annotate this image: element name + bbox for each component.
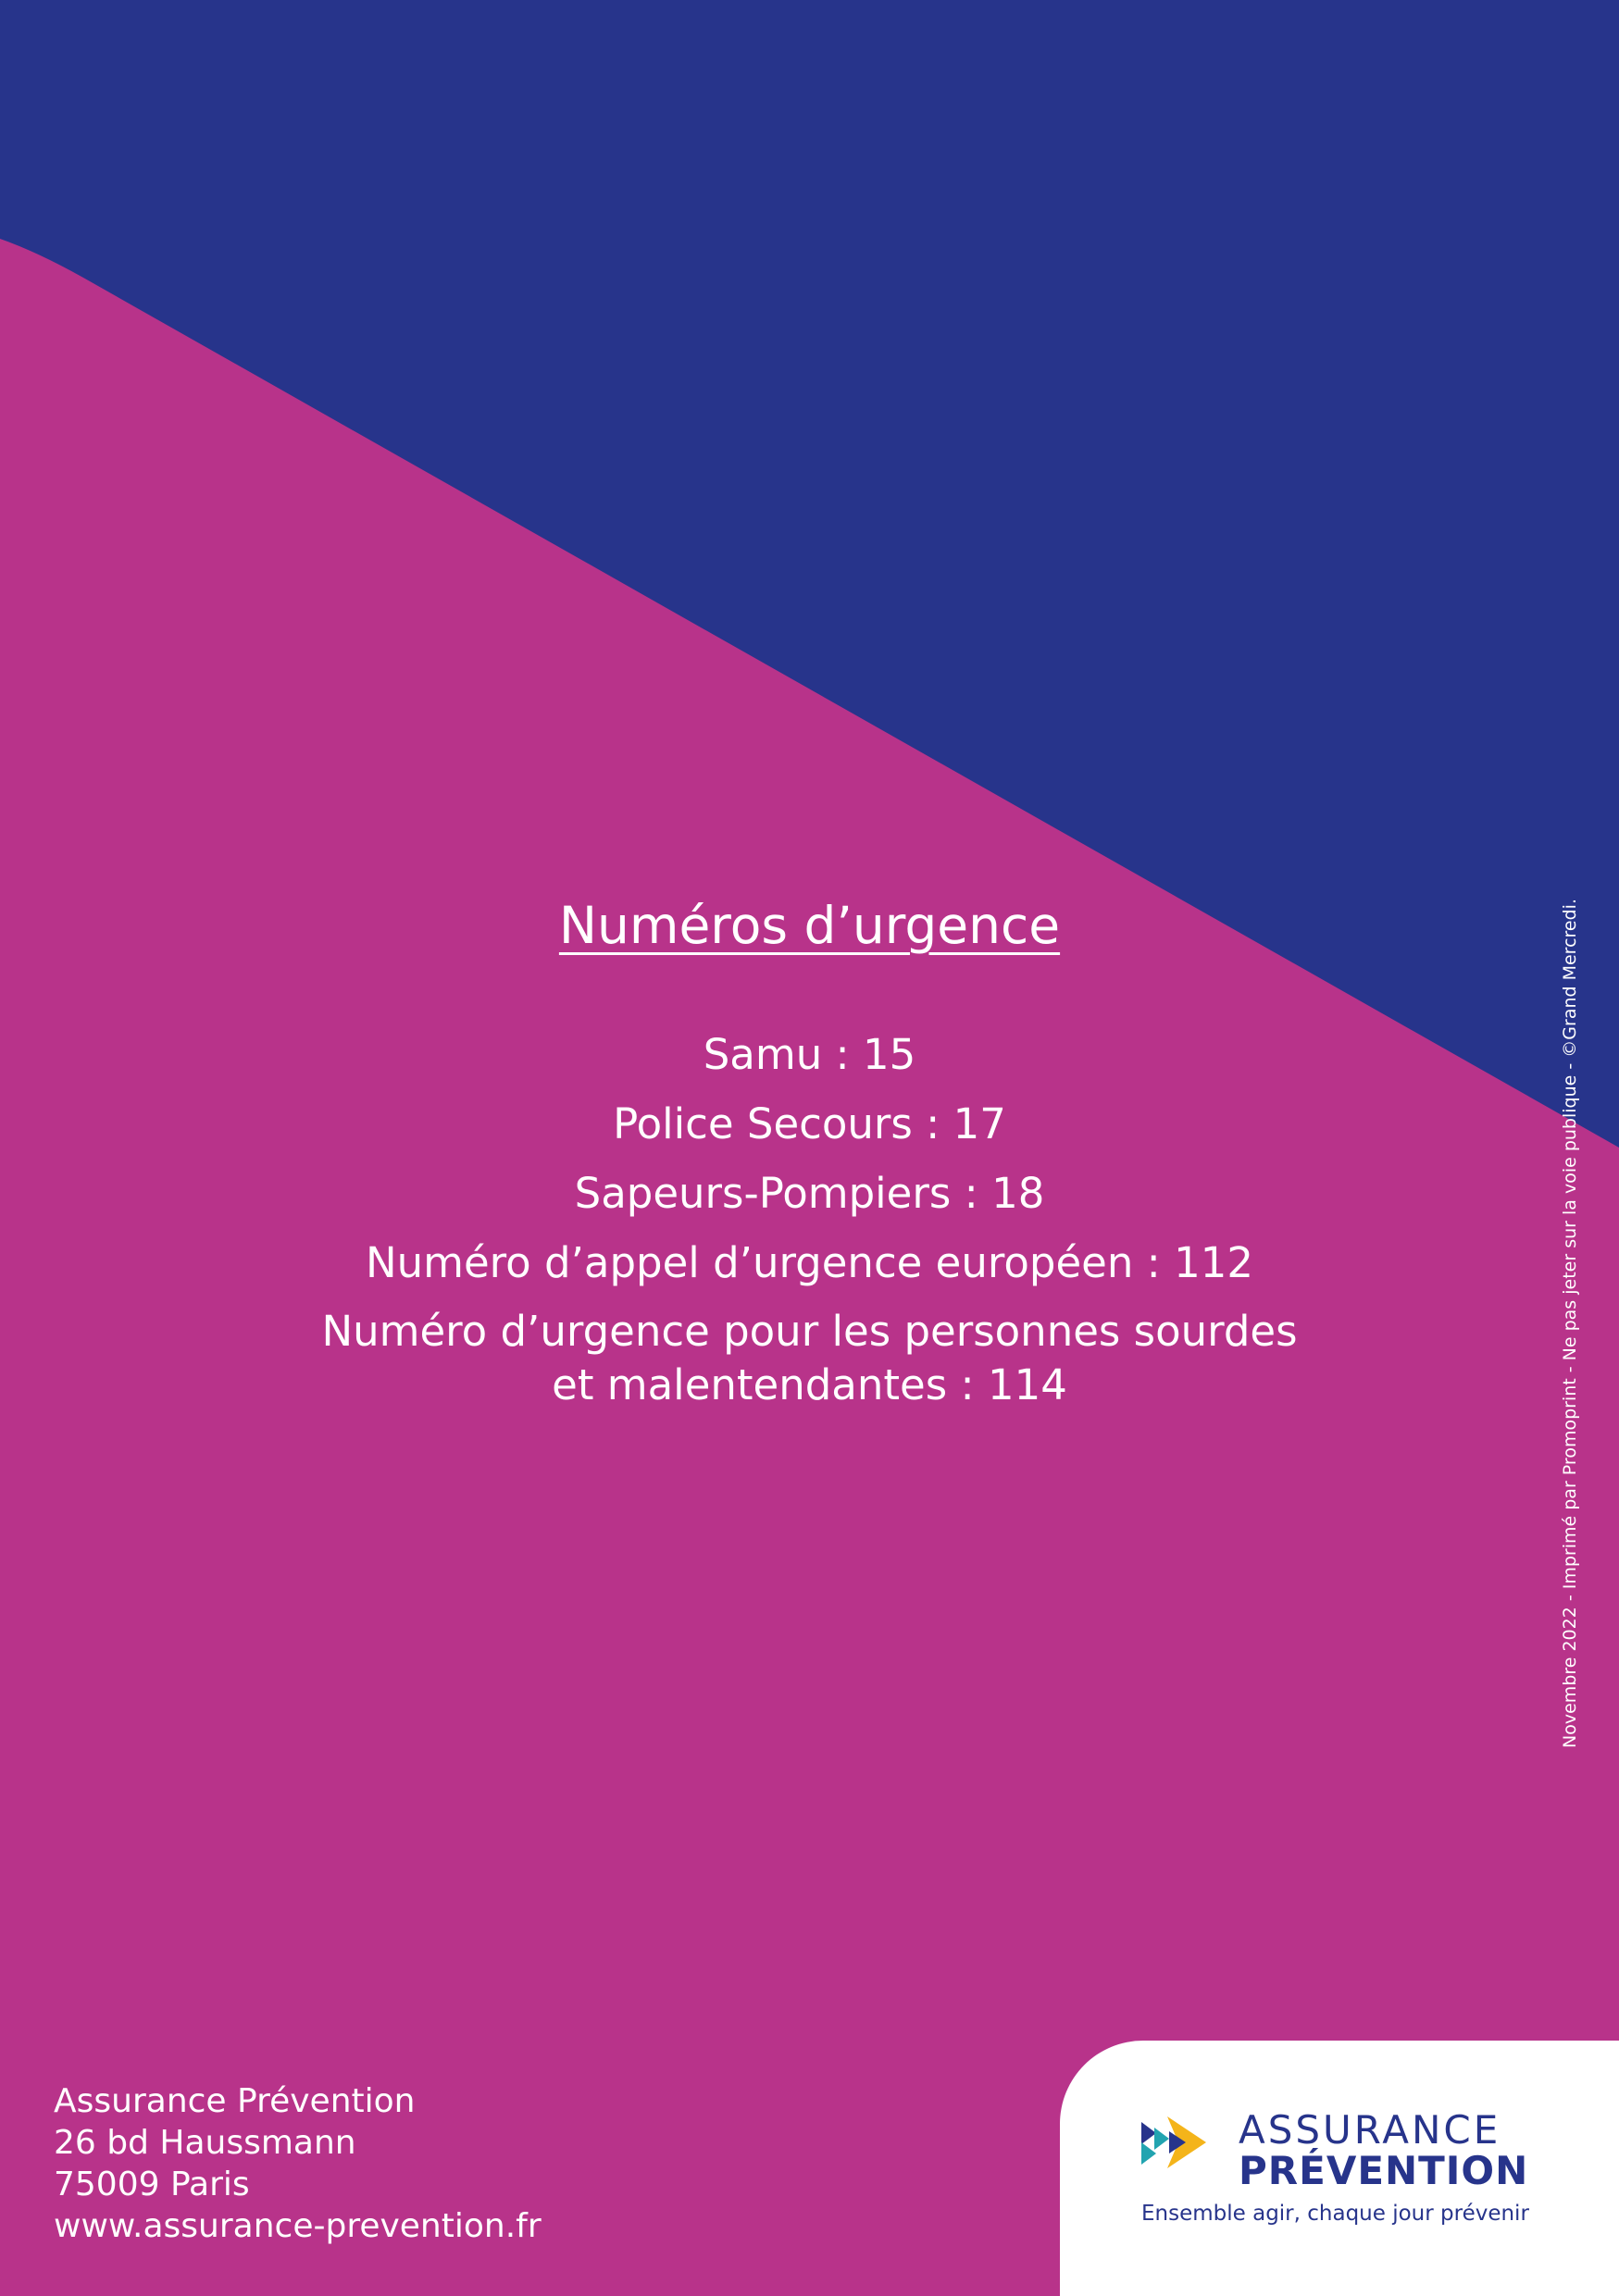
logo-mark-icon — [1141, 2115, 1206, 2170]
address-street: 26 bd Haussmann — [54, 2124, 356, 2162]
logo-card — [1060, 2041, 1619, 2296]
samu-number: Samu : 15 — [703, 1030, 916, 1079]
logo-tagline: Ensemble agir, chaque jour prévenir — [1141, 2202, 1529, 2226]
logo-word-assurance: ASSURANCE — [1239, 2107, 1501, 2153]
print-credit-note: Novembre 2022 - Imprimé par Promoprint - Ne pas jeter sur la voie publique - ©Grand Mercredi. — [1560, 899, 1580, 1748]
address-city: 75009 Paris — [54, 2166, 250, 2203]
logo-word-prevention: PRÉVENTION — [1239, 2148, 1529, 2193]
emergency-numbers-list — [0, 1020, 1619, 1412]
deaf-number — [0, 1305, 1619, 1412]
police-number: Police Secours : 17 — [613, 1099, 1006, 1148]
deaf-number-line-2: et malentendantes : 114 — [552, 1360, 1067, 1409]
firefighters-number: Sapeurs-Pompiers : 18 — [574, 1169, 1045, 1218]
emergency-numbers-section — [0, 888, 1619, 1412]
european-number: Numéro d’appel d’urgence européen : 112 — [365, 1238, 1254, 1287]
deaf-number-line-1: Numéro d’urgence pour les personnes sourdes — [321, 1307, 1298, 1356]
address-website: www.assurance-prevention.fr — [54, 2207, 542, 2245]
address-block — [54, 2080, 542, 2247]
emergency-heading: Numéros d’urgence — [558, 896, 1061, 955]
address-org: Assurance Prévention — [54, 2082, 416, 2120]
